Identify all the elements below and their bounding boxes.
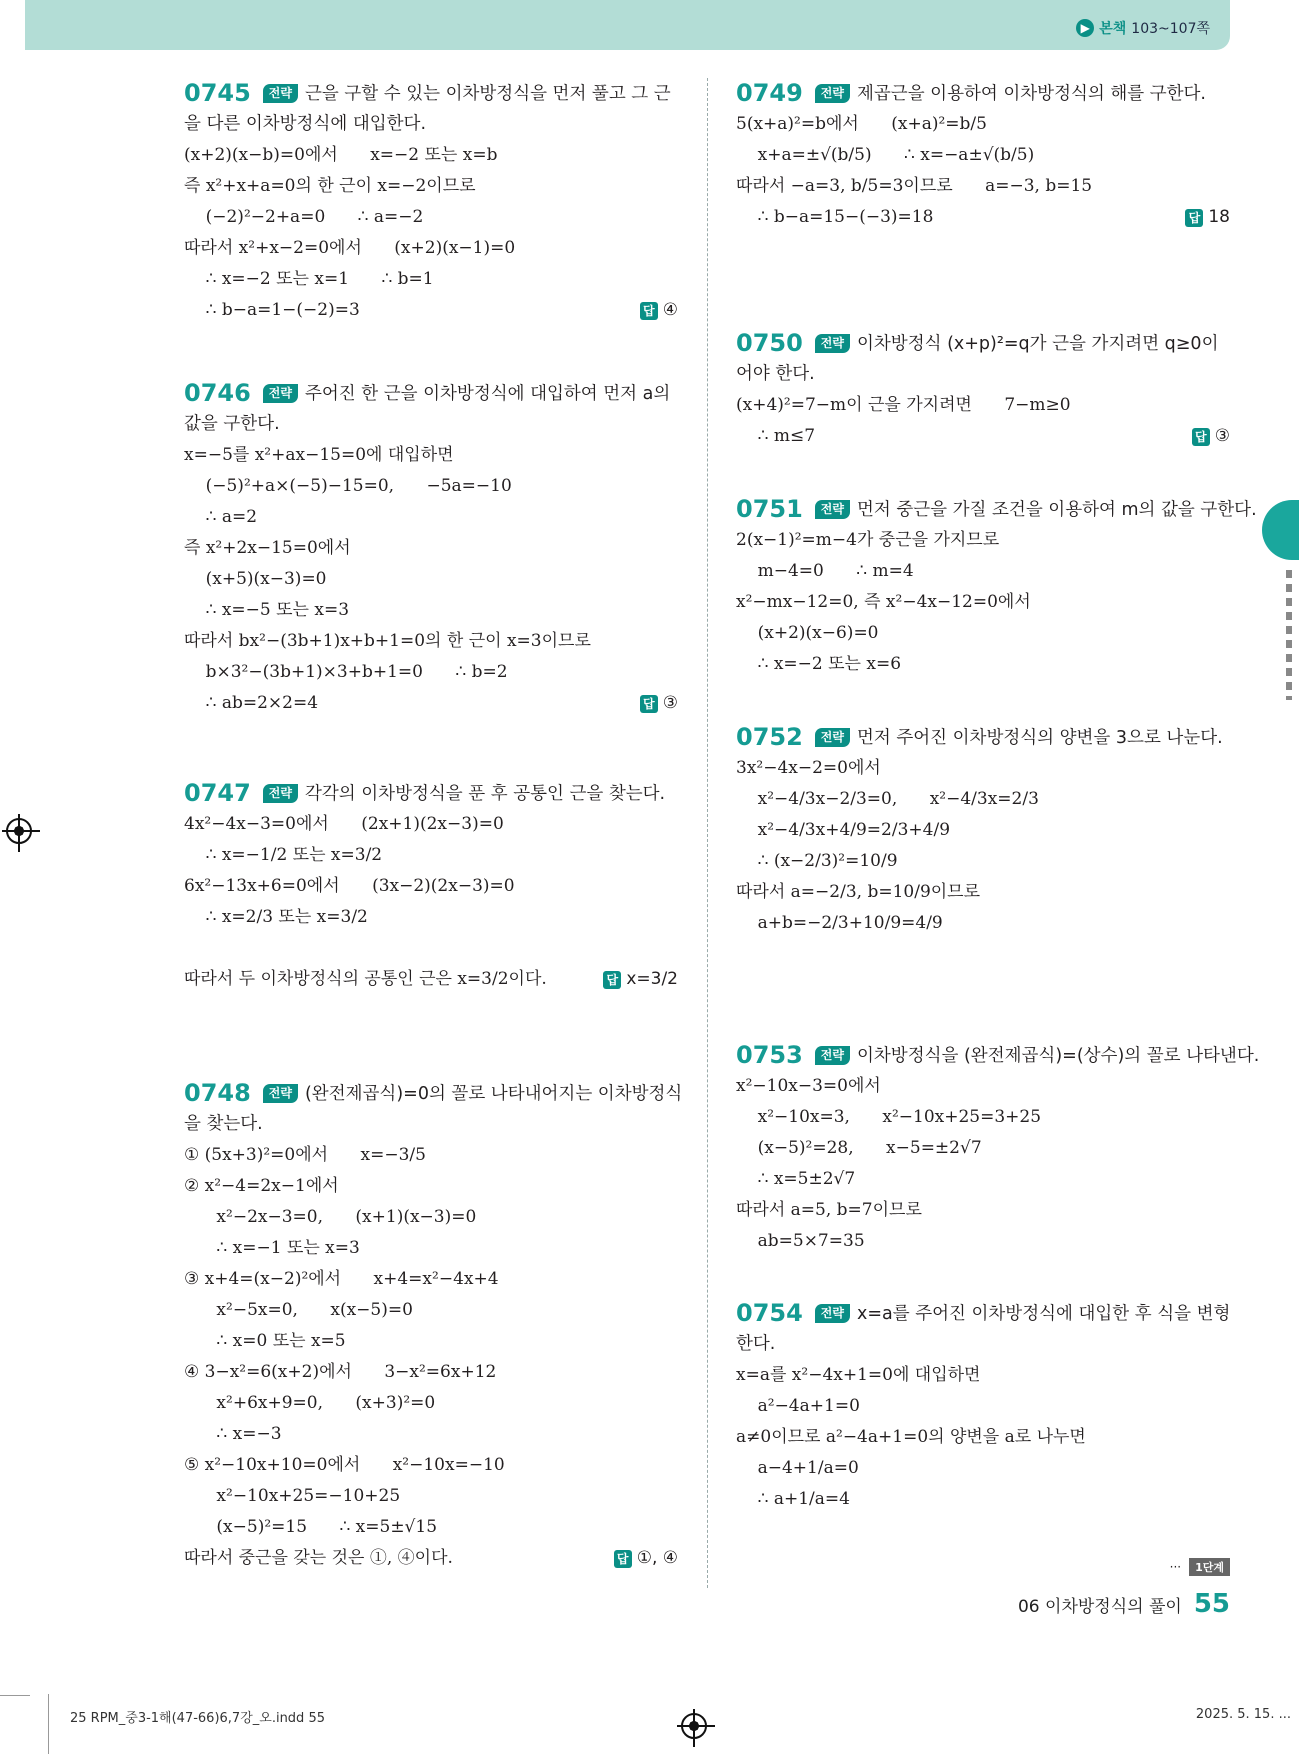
- solution-line: [736, 1102, 1230, 1133]
- answer-value: ③: [662, 693, 678, 713]
- solution-text: a≠0이므로 a²−4a+1=0의 양변을 a로 나누면: [736, 1427, 1086, 1447]
- answer: [1185, 202, 1230, 233]
- solution-line: [184, 1295, 678, 1326]
- problem-number: 0753: [736, 1041, 803, 1069]
- problem-0749: [736, 78, 1230, 233]
- solution-text: ③ x+4=(x−2)²에서 x+4=x²−4x+4: [184, 1269, 499, 1289]
- solution-text: 따라서 x²+x−2=0에서 (x+2)(x−1)=0: [184, 238, 516, 258]
- solution-line: [184, 1233, 678, 1264]
- header-bar: [25, 0, 1230, 50]
- strategy-text: 각각의 이차방정식을 푼 후 공통인 근을 찾는다.: [304, 784, 666, 804]
- answer-value: ③: [1214, 426, 1230, 446]
- strategy-text: 을 찾는다.: [184, 1114, 263, 1134]
- solution-line: [184, 657, 678, 688]
- solution-line: [736, 649, 1230, 680]
- strategy-line: [184, 109, 678, 140]
- chevron-right-icon: ▶: [1076, 19, 1094, 37]
- problem-0748: [184, 1078, 683, 1574]
- solution-line: [736, 1071, 1230, 1102]
- strategy-tag: 전략: [263, 784, 298, 803]
- answer-value: ④: [662, 300, 678, 320]
- solution-line: [184, 1419, 678, 1450]
- solution-text: x²−mx−12=0, 즉 x²−4x−12=0에서: [736, 592, 1031, 612]
- chapter-title: 06 이차방정식의 풀이: [1017, 1597, 1182, 1617]
- problem-0752: [736, 722, 1230, 939]
- slug-date: 2025. 5. 15. ...: [1195, 1707, 1291, 1722]
- solution-line: [736, 109, 1230, 140]
- answer-value: 18: [1208, 207, 1230, 227]
- problem-number: 0745: [184, 79, 251, 107]
- solution-text: 따라서 −a=3, b/5=3이므로 a=−3, b=15: [736, 176, 1093, 196]
- solution-line: [736, 587, 1230, 618]
- solution-line: [184, 202, 678, 233]
- solution-line: [736, 1133, 1230, 1164]
- strategy-tag: 전략: [815, 334, 850, 353]
- solution-text: x²+6x+9=0, (x+3)²=0: [184, 1393, 436, 1413]
- strategy-text: 제곱근을 이용하여 이차방정식의 해를 구한다.: [856, 84, 1206, 104]
- strategy-text: 이차방정식 (x+p)²=q가 근을 가지려면 q≥0이: [856, 334, 1219, 354]
- solution-line: [184, 1326, 678, 1357]
- strategy-text: (완전제곱식)=0의 꼴로 나타내어지는 이차방정식: [304, 1084, 683, 1104]
- step-indicator: [1170, 1558, 1230, 1576]
- ref-label: 본책: [1099, 21, 1127, 37]
- problem-number: 0750: [736, 329, 803, 357]
- step-dots: ···: [1169, 1560, 1182, 1574]
- answer-mark: 답: [640, 695, 658, 713]
- problem-number: 0746: [184, 379, 251, 407]
- slug-file: 25 RPM_중3-1해(47-66)6,7강_오.indd 55: [70, 1711, 325, 1726]
- solution-text: ∴ b−a=1−(−2)=3: [184, 300, 360, 320]
- strategy-text: 근을 구할 수 있는 이차방정식을 먼저 풀고 그 근: [304, 84, 671, 104]
- strategy-tag: 전략: [815, 84, 850, 103]
- solution-text: ∴ x=5±2√7: [736, 1169, 856, 1189]
- problem-0746: [184, 378, 678, 719]
- solution-text: 따라서 bx²−(3b+1)x+b+1=0의 한 근이 x=3이므로: [184, 631, 591, 651]
- strategy-line: [736, 722, 1230, 753]
- solution-text: x²−4/3x+4/9=2/3+4/9: [736, 820, 951, 840]
- strategy-text: x=a를 주어진 이차방정식에 대입한 후 식을 변형: [856, 1304, 1231, 1324]
- solution-text: ∴ x=−2 또는 x=1 ∴ b=1: [184, 269, 434, 289]
- problem-number: 0754: [736, 1299, 803, 1327]
- solution-text: (x+2)(x−b)=0에서 x=−2 또는 x=b: [184, 145, 498, 165]
- strategy-line: [736, 328, 1230, 359]
- solution-line: [184, 564, 678, 595]
- solution-text: x=a를 x²−4x+1=0에 대입하면: [736, 1365, 981, 1385]
- answer: [603, 964, 678, 995]
- answer: [1192, 421, 1230, 452]
- problem-0751: [736, 494, 1257, 680]
- solution-text: 따라서 a=−2/3, b=10/9이므로: [736, 882, 981, 902]
- page-footer: [1018, 1589, 1230, 1619]
- solution-text: ∴ a+1/a=4: [736, 1489, 850, 1509]
- strategy-line: [736, 359, 1230, 390]
- crop-line: [48, 1694, 49, 1754]
- solution-line: [184, 871, 678, 902]
- solution-text: a²−4a+1=0: [736, 1396, 860, 1416]
- solution-text: ab=5×7=35: [736, 1231, 865, 1251]
- solution-text: (x+2)(x−6)=0: [736, 623, 879, 643]
- solution-text: ∴ x=−3: [184, 1424, 282, 1444]
- answer: [614, 1543, 678, 1574]
- solution-text: x+a=±√(b/5) ∴ x=−a±√(b/5): [736, 145, 1035, 165]
- answer-mark: 답: [1185, 209, 1203, 227]
- solution-line: [184, 295, 678, 326]
- solution-text: ⑤ x²−10x+10=0에서 x²−10x=−10: [184, 1455, 505, 1475]
- strategy-line: [184, 409, 678, 440]
- solution-text: 5(x+a)²=b에서 (x+a)²=b/5: [736, 114, 987, 134]
- solution-line: [736, 815, 1230, 846]
- solution-text: ∴ b−a=15−(−3)=18: [736, 207, 934, 227]
- solution-line: [184, 626, 678, 657]
- problem-number: 0747: [184, 779, 251, 807]
- solution-line: [184, 595, 678, 626]
- solution-line: [736, 1360, 1230, 1391]
- column-divider: [707, 78, 708, 1588]
- solution-text: (x−5)²=28, x−5=±2√7: [736, 1138, 982, 1158]
- solution-text: ① (5x+3)²=0에서 x=−3/5: [184, 1145, 426, 1165]
- solution-text: x²−10x+25=−10+25: [184, 1486, 401, 1506]
- solution-line: [736, 421, 1230, 452]
- solution-line: [736, 908, 1230, 939]
- solution-text: 4x²−4x−3=0에서 (2x+1)(2x−3)=0: [184, 814, 504, 834]
- problem-number: 0752: [736, 723, 803, 751]
- solution-text: ∴ a=2: [184, 507, 258, 527]
- strategy-line: [736, 1329, 1230, 1360]
- strategy-text: 값을 구한다.: [184, 414, 280, 434]
- solution-line: [736, 1226, 1230, 1257]
- solution-line: [184, 264, 678, 295]
- solution-line: [184, 1481, 678, 1512]
- solution-line: [184, 533, 678, 564]
- solution-line: [736, 140, 1230, 171]
- answer-mark: 답: [603, 971, 621, 989]
- chapter-tab: [1262, 500, 1299, 560]
- strategy-tag: 전략: [815, 1046, 850, 1065]
- solution-text: x=−5를 x²+ax−15=0에 대입하면: [184, 445, 454, 465]
- solution-line: [184, 140, 678, 171]
- strategy-text: 이차방정식을 (완전제곱식)=(상수)의 꼴로 나타낸다.: [856, 1046, 1260, 1066]
- strategy-line: [184, 1109, 678, 1140]
- solution-text: 2(x−1)²=m−4가 중근을 가지므로: [736, 530, 1000, 550]
- strategy-text: 주어진 한 근을 이차방정식에 대입하여 먼저 a의: [304, 384, 671, 404]
- strategy-line: [184, 78, 678, 109]
- registration-mark-icon: [6, 818, 32, 844]
- solution-text: x²−2x−3=0, (x+1)(x−3)=0: [184, 1207, 477, 1227]
- strategy-line: [184, 778, 678, 809]
- step-badge: 1단계: [1189, 1558, 1230, 1576]
- solution-text: x²−4/3x−2/3=0, x²−4/3x=2/3: [736, 789, 1039, 809]
- solution-line: [184, 933, 678, 964]
- solution-line: [184, 1450, 678, 1481]
- solution-text: ∴ (x−2/3)²=10/9: [736, 851, 898, 871]
- strategy-tag: 전략: [815, 500, 850, 519]
- solution-text: 3x²−4x−2=0에서: [736, 758, 881, 778]
- problem-0753: [736, 1040, 1260, 1257]
- solution-line: [736, 1164, 1230, 1195]
- solution-text: (−5)²+a×(−5)−15=0, −5a=−10: [184, 476, 512, 496]
- strategy-tag: 전략: [815, 728, 850, 747]
- problem-number: 0749: [736, 79, 803, 107]
- strategy-line: [736, 1298, 1230, 1329]
- solution-text: (x−5)²=15 ∴ x=5±√15: [184, 1517, 438, 1537]
- strategy-text: 먼저 중근을 가질 조건을 이용하여 m의 값을 구한다.: [856, 500, 1257, 520]
- solution-line: [736, 846, 1230, 877]
- solution-line: [736, 171, 1230, 202]
- solution-text: x²−10x=3, x²−10x+25=3+25: [736, 1107, 1042, 1127]
- problem-0750: [736, 328, 1230, 452]
- solution-text: ④ 3−x²=6(x+2)에서 3−x²=6x+12: [184, 1362, 497, 1382]
- solution-text: 6x²−13x+6=0에서 (3x−2)(2x−3)=0: [184, 876, 515, 896]
- problem-0745: [184, 78, 678, 326]
- solution-line: [736, 390, 1230, 421]
- solution-text: ∴ x=−1 또는 x=3: [184, 1238, 360, 1258]
- strategy-line: [736, 494, 1257, 525]
- solution-line: [184, 440, 678, 471]
- solution-line: [184, 809, 678, 840]
- strategy-tag: 전략: [263, 384, 298, 403]
- solution-line: [184, 1357, 678, 1388]
- solution-line: [736, 784, 1230, 815]
- solution-text: ∴ m≤7: [736, 426, 816, 446]
- solution-text: x²−10x−3=0에서: [736, 1076, 881, 1096]
- solution-text: 따라서 두 이차방정식의 공통인 근은 x=3/2이다.: [184, 969, 547, 989]
- solution-line: [184, 1140, 678, 1171]
- solution-line: [736, 525, 1230, 556]
- solution-line: [736, 556, 1230, 587]
- problem-number: 0751: [736, 495, 803, 523]
- chapter-tab-side: [1286, 570, 1292, 700]
- solution-line: [736, 1422, 1230, 1453]
- solution-text: (x+5)(x−3)=0: [184, 569, 327, 589]
- solution-line: [184, 902, 678, 933]
- answer: [640, 295, 678, 326]
- crop-line: [0, 1695, 30, 1696]
- solution-text: a+b=−2/3+10/9=4/9: [736, 913, 943, 933]
- solution-text: m−4=0 ∴ m=4: [736, 561, 914, 581]
- strategy-line: [184, 1078, 683, 1109]
- answer-mark: 답: [614, 1550, 632, 1568]
- solution-line: [184, 1512, 678, 1543]
- solution-line: [184, 171, 678, 202]
- solution-line: [736, 202, 1230, 233]
- answer-mark: 답: [1192, 428, 1210, 446]
- solution-line: [184, 502, 678, 533]
- reference-link[interactable]: [1076, 18, 1210, 38]
- solution-text: ∴ x=−2 또는 x=6: [736, 654, 902, 674]
- solution-text: x²−5x=0, x(x−5)=0: [184, 1300, 413, 1320]
- solution-line: [184, 840, 678, 871]
- solution-text: 따라서 a=5, b=7이므로: [736, 1200, 922, 1220]
- registration-mark-icon: [681, 1713, 707, 1739]
- answer-value: ①, ④: [636, 1548, 678, 1568]
- strategy-text: 을 다른 이차방정식에 대입한다.: [184, 114, 427, 134]
- solution-line: [184, 1388, 678, 1419]
- answer: [640, 688, 678, 719]
- strategy-tag: 전략: [263, 84, 298, 103]
- solution-line: [184, 1543, 678, 1574]
- solution-text: 즉 x²+2x−15=0에서: [184, 538, 351, 558]
- solution-line: [736, 1391, 1230, 1422]
- solution-text: a−4+1/a=0: [736, 1458, 859, 1478]
- strategy-line: [736, 1040, 1260, 1071]
- solution-line: [184, 471, 678, 502]
- solution-line: [736, 1484, 1230, 1515]
- strategy-text: 먼저 주어진 이차방정식의 양변을 3으로 나눈다.: [856, 728, 1223, 748]
- ref-pages: 103~107쪽: [1131, 21, 1210, 37]
- solution-line: [736, 1453, 1230, 1484]
- solution-text: (x+4)²=7−m이 근을 가지려면 7−m≥0: [736, 395, 1071, 415]
- solution-line: [736, 877, 1230, 908]
- page-number: 55: [1193, 1589, 1230, 1619]
- solution-text: ∴ x=−1/2 또는 x=3/2: [184, 845, 383, 865]
- solution-line: [184, 1202, 678, 1233]
- solution-line: [736, 618, 1230, 649]
- strategy-tag: 전략: [815, 1304, 850, 1323]
- strategy-text: 한다.: [736, 1334, 776, 1354]
- problem-number: 0748: [184, 1079, 251, 1107]
- solution-line: [184, 964, 678, 995]
- solution-text: 즉 x²+x+a=0의 한 근이 x=−2이므로: [184, 176, 476, 196]
- solution-line: [184, 233, 678, 264]
- strategy-tag: 전략: [263, 1084, 298, 1103]
- solution-text: 따라서 중근을 갖는 것은 ①, ④이다.: [184, 1548, 453, 1568]
- solution-text: (−2)²−2+a=0 ∴ a=−2: [184, 207, 424, 227]
- solution-line: [184, 688, 678, 719]
- solution-line: [184, 1264, 678, 1295]
- problem-0754: [736, 1298, 1230, 1515]
- solution-text: ② x²−4=2x−1에서: [184, 1176, 339, 1196]
- strategy-text: 어야 한다.: [736, 364, 815, 384]
- solution-text: b×3²−(3b+1)×3+b+1=0 ∴ b=2: [184, 662, 508, 682]
- answer-mark: 답: [640, 302, 658, 320]
- solution-text: ∴ x=−5 또는 x=3: [184, 600, 350, 620]
- solution-line: [736, 753, 1230, 784]
- strategy-line: [736, 78, 1230, 109]
- solution-text: ∴ x=2/3 또는 x=3/2: [184, 907, 368, 927]
- answer-value: x=3/2: [626, 969, 678, 989]
- solution-text: ∴ x=0 또는 x=5: [184, 1331, 346, 1351]
- solution-line: [736, 1195, 1230, 1226]
- solution-text: ∴ ab=2×2=4: [184, 693, 319, 713]
- solution-line: [184, 1171, 678, 1202]
- problem-0747: [184, 778, 678, 995]
- strategy-line: [184, 378, 678, 409]
